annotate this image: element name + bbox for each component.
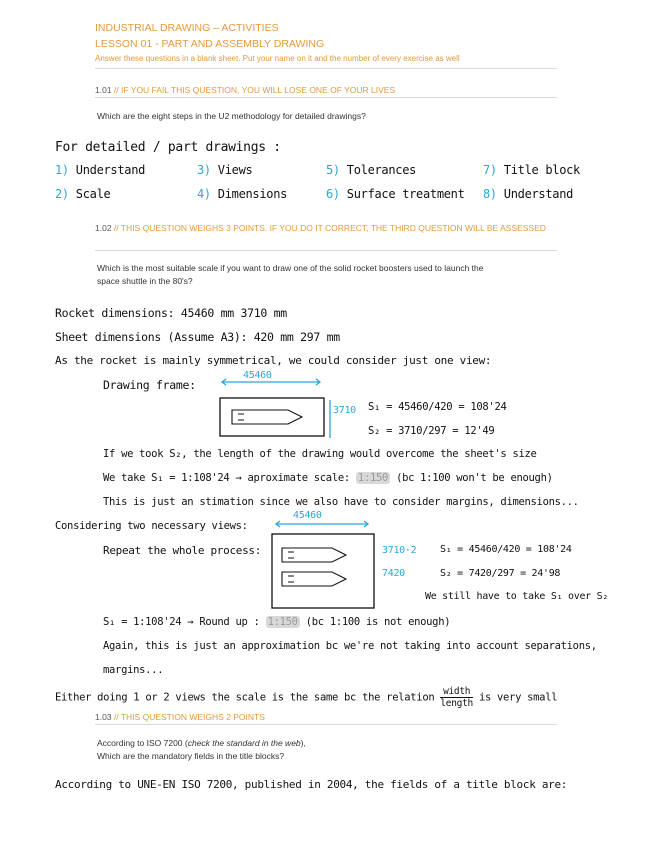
we-take-line xyxy=(103,472,553,484)
round-up-end: (bc 1:100 is not enough) xyxy=(305,616,451,628)
frame2-s2: S₂ = 7420/297 = 24'98 xyxy=(440,568,561,579)
repeat-label: Repeat the whole process: xyxy=(103,544,262,557)
frame1-height-label: 3710 xyxy=(333,405,356,416)
symmetric-note: As the rocket is mainly symmetrical, we could consider just one view: xyxy=(55,354,492,367)
question-1-text: Which are the eight steps in the U2 methodology for detailed drawings? xyxy=(97,111,366,121)
we-take-text: We take S₁ = 1:108'24 → aproximate scale: xyxy=(103,472,350,484)
fraction-denominator: length xyxy=(440,698,473,709)
answer-3-text: According to UNE-EN ISO 7200, published in 2004, the fields of a title block are: xyxy=(55,778,568,791)
frame1-s1: S₁ = 45460/420 = 108'24 xyxy=(368,401,507,413)
question-3-header xyxy=(95,712,265,722)
ratio-fraction xyxy=(440,686,473,709)
round-up-text: S₁ = 1:108'24 → Round up : xyxy=(103,616,260,628)
frame2-s1: S₁ = 45460/420 = 108'24 xyxy=(440,544,572,555)
document-title: INDUSTRIAL DRAWING – ACTIVITIES xyxy=(95,22,279,34)
round-up-line xyxy=(103,616,450,628)
drawing-frame-label: Drawing frame: xyxy=(103,378,196,392)
we-take-end: (bc 1:100 won't be enough) xyxy=(396,472,553,484)
question-1-header xyxy=(95,85,395,95)
step-number: 2) xyxy=(55,187,69,201)
step-label: Scale xyxy=(75,187,111,201)
step-label: Tolerances xyxy=(346,163,417,177)
step-number: 5) xyxy=(326,163,340,177)
either-text: Either doing 1 or 2 views the scale is the same bc the relation xyxy=(55,691,435,704)
step-label: Dimensions xyxy=(217,187,288,201)
sheet-dimensions: Sheet dimensions (Assume A3): 420 mm 297 mm xyxy=(55,330,340,344)
question-2-line-1: Which is the most suitable scale if you want to draw one of the solid rocket boosters used to launch the xyxy=(97,263,484,273)
frame2-height-label-a: 3710·2 xyxy=(382,545,417,556)
fraction-numerator: width xyxy=(440,686,473,698)
divider xyxy=(95,250,557,251)
either-line xyxy=(55,686,557,709)
frame1-s2: S₂ = 3710/297 = 12'49 xyxy=(368,425,495,437)
approximation-note: Again, this is just an approximation bc we're not taking into account separations, xyxy=(103,640,597,652)
lesson-title: LESSON 01 - PART AND ASSEMBLY DRAWING xyxy=(95,38,325,50)
blurred-scale: 1:150 xyxy=(357,472,389,484)
question-2-line-2: space shuttle in the 80's? xyxy=(97,276,193,286)
step-item xyxy=(483,187,573,201)
question-2-header xyxy=(95,222,550,234)
question-3-line-1 xyxy=(97,737,306,749)
question-note: // THIS QUESTION WEIGHS 2 POINTS xyxy=(113,712,265,722)
divider xyxy=(95,68,557,69)
step-number: 3) xyxy=(197,163,211,177)
if-s2-note: If we took S₂, the length of the drawing would overcome the sheet's size xyxy=(103,448,537,460)
step-item xyxy=(326,187,465,201)
step-label: Understand xyxy=(75,163,146,177)
question-number: 1.01 xyxy=(95,85,112,95)
question-number: 1.02 xyxy=(95,223,112,233)
step-item xyxy=(483,163,580,177)
step-item xyxy=(55,187,110,201)
step-number: 7) xyxy=(483,163,497,177)
frame2-width-label: 45460 xyxy=(293,510,322,521)
step-label: Title block xyxy=(503,163,580,177)
step-label: Understand xyxy=(503,187,574,201)
rocket-sketch-two-views xyxy=(262,512,382,612)
question-number: 1.03 xyxy=(95,712,112,722)
step-number: 8) xyxy=(483,187,497,201)
step-item xyxy=(197,163,252,177)
divider xyxy=(95,724,557,725)
either-end: is very small xyxy=(478,691,558,704)
instructions: Answer these questions in a blank sheet. Put your name on it and the number of every exercise as well xyxy=(95,54,460,63)
rocket-sketch-single-view xyxy=(210,368,335,438)
frame2-still-note: We still have to take S₁ over S₂ xyxy=(425,591,609,602)
question-note: // THIS QUESTION WEIGHS 3 POINTS. IF YOU DO IT CORRECT, THE THIRD QUESTION WILL BE ASSESSED xyxy=(113,223,546,233)
step-label: Surface treatment xyxy=(346,187,465,201)
q3-text-a: According to ISO 7200 ( xyxy=(97,738,188,748)
step-number: 4) xyxy=(197,187,211,201)
divider xyxy=(95,97,557,98)
estimation-note: This is just an stimation since we also have to consider margins, dimensions... xyxy=(103,496,579,508)
step-label: Views xyxy=(217,163,253,177)
rocket-dimensions: Rocket dimensions: 45460 mm 3710 mm xyxy=(55,306,287,320)
margins-note: margins... xyxy=(103,664,164,676)
step-number: 6) xyxy=(326,187,340,201)
question-3-line-2: Which are the mandatory fields in the title blocks? xyxy=(97,751,285,761)
blurred-scale: 1:150 xyxy=(267,616,298,628)
answer-1-heading: For detailed / part drawings : xyxy=(55,140,281,155)
step-number: 1) xyxy=(55,163,69,177)
q3-text-c: ), xyxy=(300,738,306,748)
step-item xyxy=(197,187,287,201)
step-item xyxy=(326,163,416,177)
two-views-heading: Considering two necessary views: xyxy=(55,520,248,532)
step-item xyxy=(55,163,145,177)
frame2-height-label-b: 7420 xyxy=(382,568,405,579)
q3-text-italic: check the standard in the web xyxy=(187,738,301,748)
question-note: // IF YOU FAIL THIS QUESTION, YOU WILL LOSE ONE OF YOUR LIVES xyxy=(113,85,396,95)
frame1-width-label: 45460 xyxy=(243,370,272,381)
